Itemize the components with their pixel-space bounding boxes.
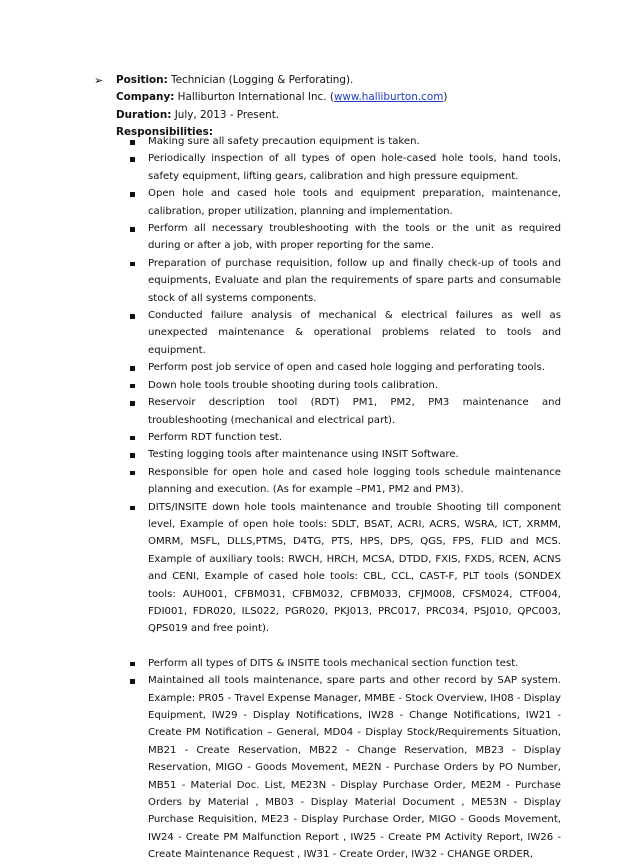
position-value: Technician (Logging & Perforating). (167, 74, 354, 86)
duration-line (116, 107, 576, 124)
square-bullet-icon (130, 384, 135, 389)
list-item: Perform all types of DITS & INSITE tools mechanical section function test. (116, 655, 561, 672)
square-bullet-icon (130, 192, 135, 197)
job-header (116, 72, 576, 142)
square-bullet-icon (130, 506, 135, 511)
square-bullet-icon (130, 262, 135, 267)
list-item: Maintained all tools maintenance, spare parts and other record by SAP system. Example: PR05 - Travel Expense Manager, MMBE - Stock Overview, IH08 - Display Equipment, IW29 - Display Notifications, IW28 - Change Notifications, IW21 - Create PM Notification – General, MD04 - Display Stock/Requirements Situation, MB21 - Create Reservation, MB22 - Change Reservation, MB23 - Display Reservation, MIGO - Goods Movement, ME2N - Purchase Orders by PO Number, MB51 - Material Doc. List, ME23N - Display Purchase Order, ME2M - Purchase Orders by Material , MB03 - Display Material Document , ME53N - Display Purchase Requisition, ME23 - Display Purchase Order, MIGO - Goods Movement, IW24 - Create PM Malfunction Report , IW25 - Create PM Activity Report, IW26 - Create Maintenance Request , IW31 - Create Order, IW32 - CHANGE ORDER, (116, 672, 561, 863)
list-item: Perform post job service of open and cased hole logging and perforating tools. (116, 359, 561, 376)
list-item: Perform all necessary troubleshooting with the tools or the unit as required during or after a job, with proper reporting for the same. (116, 220, 561, 255)
square-bullet-icon (130, 662, 135, 667)
square-bullet-icon (130, 471, 135, 476)
company-close: ) (443, 91, 448, 104)
list-item: DITS/INSITE down hole tools maintenance and trouble Shooting till component level, Example of open hole tools: SDLT, BSAT, ACRI, ACRS, WSRA, ICT, XRMM, OMRM, MSFL, DLLS,PTMS, D4TG, PTS, HPS, DPS, QGS, FPS, FLID and MCS. Example of auxiliary tools: RWCH, HRCH, MCSA, DTDD, FXIS, FXDS, RCEN, ACNS and CENI, Example of cased hole tools: CBL, CCL, CAST-F, PLT tools (SONDEX tools: AUH001, CFBM031, CFBM032, CFBM033, CFJM008, CFSM024, CTF004, FDI001, FDR020, ILS022, PGR020, PKJ013, PRC017, PRC034, PSJ010, QPC003, QPS019 and free point). (116, 499, 561, 638)
company-link[interactable]: www.halliburton.com (333, 91, 444, 104)
responsibilities-list (116, 133, 561, 864)
list-item: Down hole tools trouble shooting during tools calibration. (116, 377, 561, 394)
list-item: Perform RDT function test. (116, 429, 561, 446)
list-item: Periodically inspection of all types of open hole-cased hole tools, hand tools, safety equipment, lifting gears, calibration and high pressure equipment. (116, 150, 561, 185)
responsibilities-heading: Responsibilities: (116, 126, 213, 139)
position-label: Position: (116, 74, 168, 86)
position-line (116, 72, 576, 89)
company-value: Halliburton International Inc. ( (174, 91, 334, 104)
square-bullet-icon (130, 453, 135, 458)
arrow-bullet-icon: ➢ (94, 74, 104, 87)
square-bullet-icon (130, 157, 135, 162)
square-bullet-icon (130, 401, 135, 406)
duration-value: July, 2013 - Present. (171, 108, 280, 121)
square-bullet-icon (130, 366, 135, 371)
list-item: Preparation of purchase requisition, follow up and finally check-up of tools and equipments, Evaluate and plan the requirements of spare parts and consumable stock of all systems components. (116, 255, 561, 307)
square-bullet-icon (130, 679, 135, 684)
square-bullet-icon (130, 140, 135, 145)
duration-label: Duration: (116, 108, 172, 121)
company-line (116, 89, 576, 106)
list-item: Responsible for open hole and cased hole logging tools schedule maintenance planning and execution. (As for example –PM1, PM2 and PM3). (116, 464, 561, 499)
company-label: Company: (116, 91, 175, 104)
square-bullet-icon (130, 314, 135, 319)
list-item: Open hole and cased hole tools and equipment preparation, maintenance, calibration, proper utilization, planning and implementation. (116, 185, 561, 220)
square-bullet-icon (130, 227, 135, 232)
list-item: Reservoir description tool (RDT) PM1, PM2, PM3 maintenance and troubleshooting (mechanical and electrical part). (116, 394, 561, 429)
square-bullet-icon (130, 436, 135, 441)
list-item: Testing logging tools after maintenance using INSIT Software. (116, 446, 561, 463)
list-item: Making sure all safety precaution equipment is taken. (116, 133, 561, 150)
list-item: Conducted failure analysis of mechanical & electrical failures as well as unexpected maintenance & operational problems related to tools and equipment. (116, 307, 561, 359)
